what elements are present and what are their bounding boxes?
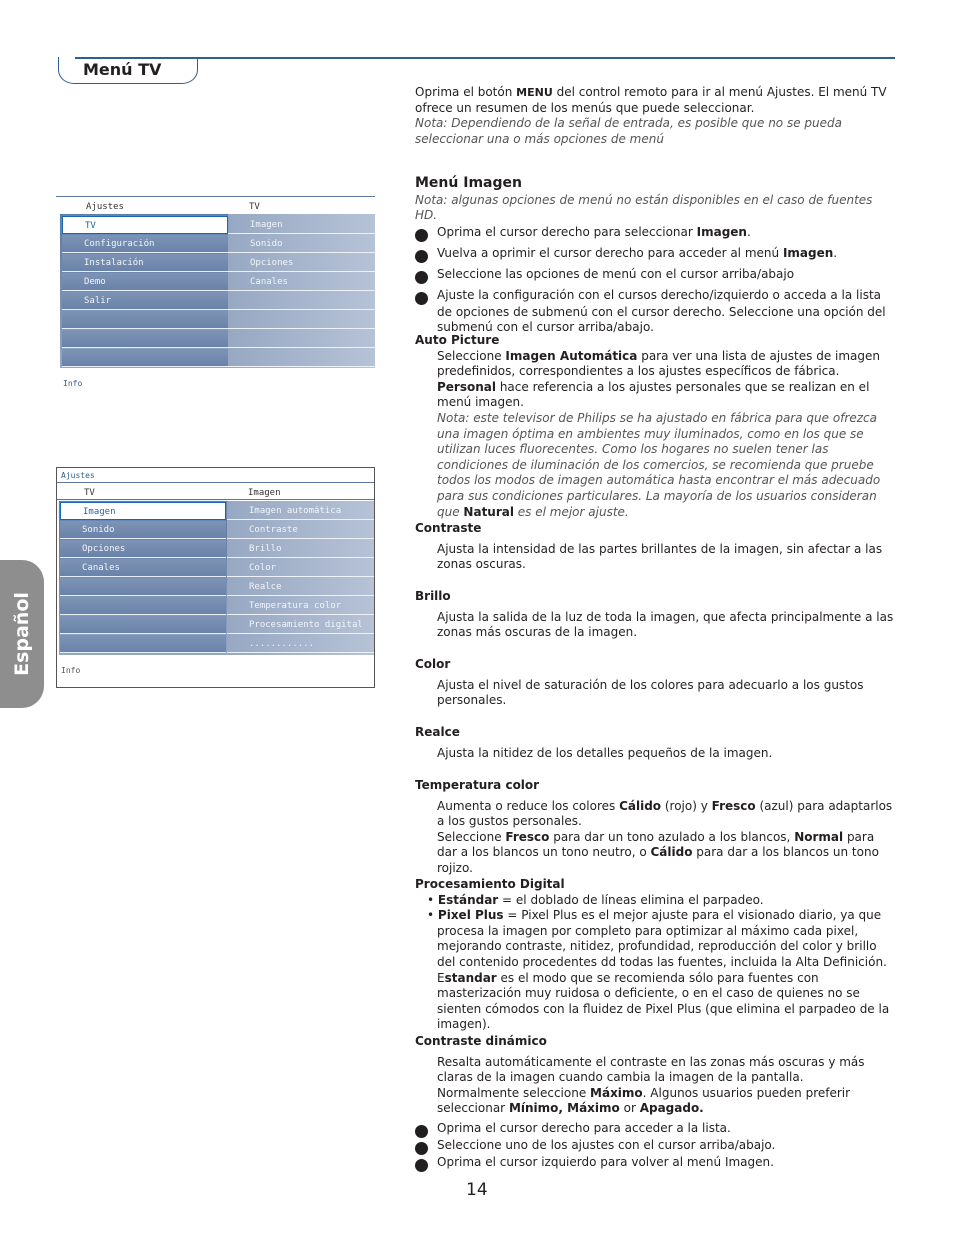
- menu-imagen-section: Menú Imagen Nota: algunas opciones de menú no están disponibles en el caso de fuentes HD. 1 Oprima el cursor derecho para seleccionar Imagen. 2 Vuelva a oprimir el cursor derecho para acceder al menú Imagen. 3 Seleccione las opciones de menú con el cursor arriba/abajo 4 Ajuste la configuración con el cursos derecho/izquierdo o acceda a la lista de opciones de submenú con el cursor derecho. Seleccione una opción del submenú con el cursor arriba/abajo.: [415, 176, 895, 336]
- menu-info-label: Info: [63, 379, 83, 388]
- step-text: .: [746, 224, 751, 239]
- menu-right-item: Realce: [227, 578, 374, 596]
- realce-section: Realce Ajusta la nitidez de los detalles pequeños de la imagen.: [415, 725, 773, 760]
- menu-right-header: Imagen: [248, 488, 281, 498]
- step-bold: Imagen: [696, 224, 747, 239]
- menu-left-item[interactable]: Configuración: [62, 235, 228, 253]
- menu-left-item[interactable]: [60, 578, 226, 596]
- menu-left-item[interactable]: [62, 330, 228, 348]
- step-item: [407, 287, 895, 336]
- menu-right-item: [228, 292, 375, 310]
- menu-left-item[interactable]: Imagen: [60, 502, 226, 520]
- menu-top-label: Ajustes: [61, 471, 95, 480]
- contraste-dinamico-section: Contraste dinámico Resalta automáticamente el contraste en las zonas más oscuras y más claras de la imagen cuando cambia la imagen de la pantalla. Normalmente seleccione Máximo. Algunos usuarios pueden preferir seleccionar Mínimo, Máximo or Apagado. 1 Oprima el cursor derecho para acceder a la lista. 2 Seleccione uno de los ajustes con el cursor arriba/abajo. 3 Oprima el cursor izquierdo para volver al menú Imagen.: [415, 1034, 895, 1172]
- menu-right-item: Canales: [228, 273, 375, 291]
- menu-info-label: Info: [61, 666, 81, 675]
- step-number-icon: 2: [415, 1142, 428, 1155]
- step-item: [407, 1137, 895, 1155]
- tv-menu-screenshot-1: [56, 196, 375, 394]
- menu-right-item: Imagen: [228, 216, 375, 234]
- step-text: Seleccione las opciones de menú con el cursor arriba/abajo: [437, 266, 795, 281]
- menu-left-item[interactable]: Sonido: [60, 521, 226, 539]
- menu-right-item: Temperatura color: [227, 597, 374, 615]
- procesamiento-section: Procesamiento Digital • Estándar = el doblado de líneas elimina el parpadeo. • Pixel Plus = Pixel Plus es el mejor ajuste para el visionado diario, ya que procesa la imagen por completo para optimizar al máximo cada pixel, mejorando contraste, nitidez, profundidad, reproducción del color y brillo del contenido procedentes dd todas las fuentes, incluida la Alta Definición. Estandar es el modo que se recomienda sólo para fuentes con masterización muy ruidosa o deficiente, o en el caso de quienes no se sienten cómodos con la fluidez de Pixel Plus (que elimina el parpadeo de la imagen).: [415, 877, 890, 1032]
- step-text: Vuelva a oprimir el cursor derecho para acceder al menú: [437, 245, 783, 260]
- step-item: [407, 245, 895, 263]
- menu-right-item: ............: [227, 635, 374, 653]
- menu-right-item: Sonido: [228, 235, 375, 253]
- step-item: [407, 1120, 895, 1138]
- step-number-icon: 3: [415, 1159, 428, 1172]
- step-item: [407, 1154, 895, 1172]
- step-text: Ajuste la configuración con el cursos derecho/izquierdo o acceda a la lista de opciones de submenú con el cursor derecho. Seleccione una opción del submenú con el cursor arriba/abajo.: [437, 287, 886, 335]
- menu-left-item[interactable]: TV: [62, 216, 228, 234]
- menu-right-item: [228, 330, 375, 348]
- menu-right-item: Contraste: [227, 521, 374, 539]
- menu-right-header: TV: [249, 202, 260, 212]
- menu-left-item[interactable]: Canales: [60, 559, 226, 577]
- step-number-icon: 2: [415, 250, 428, 263]
- step-text: Seleccione uno de los ajustes con el cursor arriba/abajo.: [437, 1137, 776, 1152]
- menu-left-item[interactable]: [60, 635, 226, 653]
- menu-left-header: TV: [84, 488, 95, 498]
- color-section: Color Ajusta el nivel de saturación de los colores para adecuarlo a los gustos personales.: [415, 657, 864, 708]
- menu-left-item[interactable]: Opciones: [60, 540, 226, 558]
- menu-right-item: Color: [227, 559, 374, 577]
- header-rule: [75, 57, 895, 59]
- step-item: [407, 224, 895, 242]
- step-text: Oprima el cursor derecho para seleccionar: [437, 224, 697, 239]
- menu-left-item[interactable]: [60, 616, 226, 634]
- menu-left-item[interactable]: Instalación: [62, 254, 228, 272]
- menu-right-item: Procesamiento digital: [227, 616, 374, 634]
- tv-menu-screenshot-2: [56, 467, 375, 688]
- step-bold: Imagen: [782, 245, 834, 260]
- menu-right-item: Opciones: [228, 254, 375, 272]
- intro: Oprima el botón MENU del control remoto para ir al menú Ajustes. El menú TV ofrece un resumen de los menús que puede seleccionar. Nota: Dependiendo de la señal de entrada, es posible que no se pueda seleccionar una o más opciones de menú: [415, 85, 887, 146]
- menu-left-item[interactable]: [62, 349, 228, 367]
- menu-right-item: Brillo: [227, 540, 374, 558]
- menu-left-header: Ajustes: [86, 202, 124, 212]
- menu-right-item: Imagen automática: [227, 502, 374, 520]
- step-text: Oprima el cursor izquierdo para volver al menú Imagen.: [437, 1154, 774, 1169]
- brillo-section: Brillo Ajusta la salida de la luz de toda la imagen, que afecta principalmente a las zonas más oscuras de la imagen.: [415, 589, 894, 640]
- section-title: Menú TV: [58, 57, 198, 84]
- contraste-section: Contraste Ajusta la intensidad de las partes brillantes de la imagen, sin afectar a las zonas oscuras.: [415, 521, 883, 572]
- menu-left-item[interactable]: Demo: [62, 273, 228, 291]
- step-text: .: [833, 245, 838, 260]
- step-item: [407, 266, 895, 284]
- menu-right-item: [228, 311, 375, 329]
- step-number-icon: 4: [415, 292, 428, 305]
- step-number-icon: 1: [415, 1125, 428, 1138]
- step-number-icon: 1: [415, 229, 428, 242]
- page-number: 14: [466, 1180, 488, 1200]
- menu-left-item[interactable]: [60, 597, 226, 615]
- temperatura-section: Temperatura color Aumenta o reduce los colores Cálido (rojo) y Fresco (azul) para adaptarlos a los gustos personales. Seleccione Fresco para dar un tono azulado a los blancos, Normal para dar a los blancos un tono neutro, o Cálido para dar a los blancos un tono rojizo.: [415, 778, 893, 875]
- menu-left-item[interactable]: [62, 311, 228, 329]
- auto-picture-section: Auto Picture Seleccione Imagen Automática para ver una lista de ajustes de imagen predefinidos, correspondientes a los ajustes específicos de fábrica. Personal hace referencia a los ajustes personales que se realizan en el menú imagen. Nota: este televisor de Philips se ha ajustado en fábrica para que ofrezca una imagen óptima en ambientes muy iluminados, como en los que se utilizan luces fluorecentes. Como los hogares no suelen tener las condiciones de iluminación de los comercios, se recomienda que pruebe todos los modos de imagen automática hasta encontrar el más adecuado para sus condiciones particulares. La mayoría de los usuarios consideran que Natural es el mejor ajuste.: [415, 333, 881, 519]
- menu-right-item: [228, 349, 375, 367]
- menu-left-item[interactable]: Salir: [62, 292, 228, 310]
- step-number-icon: 3: [415, 271, 428, 284]
- language-tab: Español: [0, 560, 44, 708]
- step-text: Oprima el cursor derecho para acceder a la lista.: [437, 1120, 731, 1135]
